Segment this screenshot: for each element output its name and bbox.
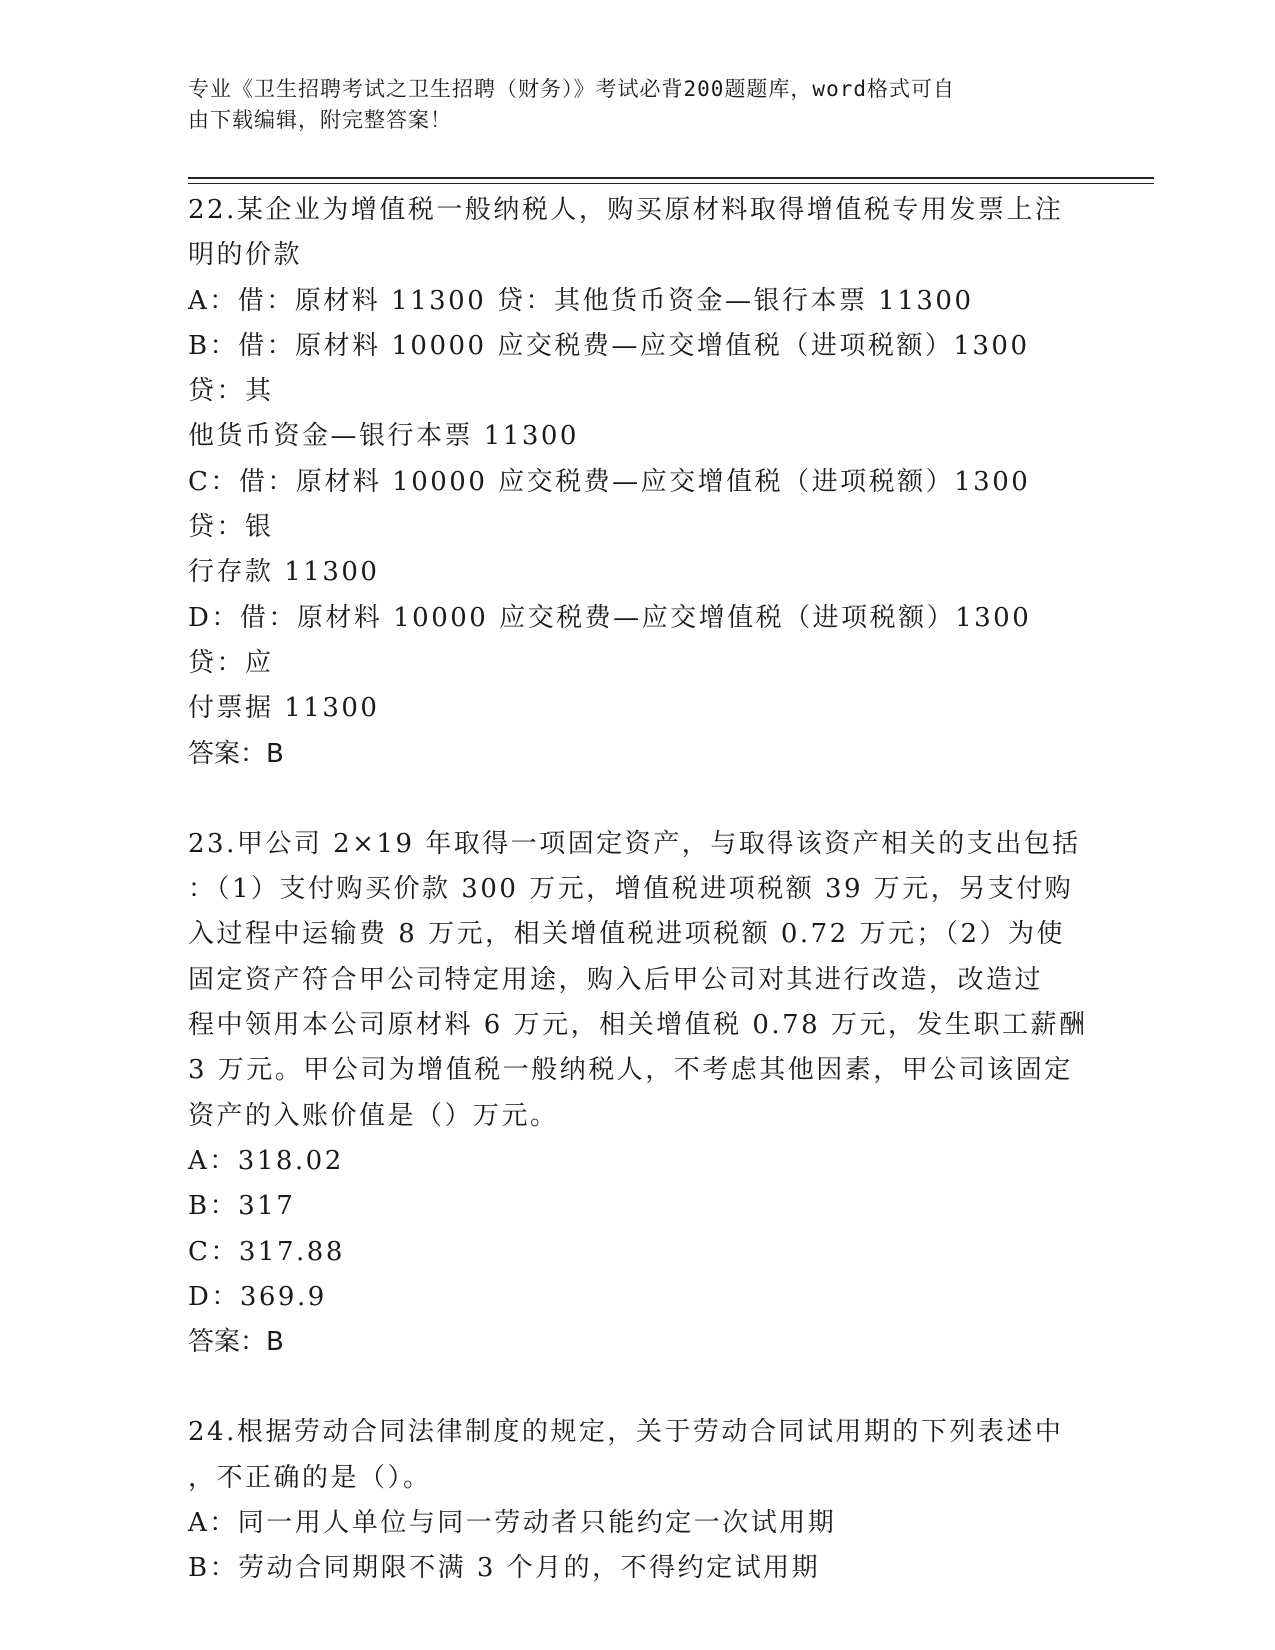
- question-list: [188, 188, 1088, 1592]
- option-line: A：借：原材料 11300 贷：其他货币资金—银行本票 11300: [188, 285, 974, 316]
- option-b: [188, 324, 1088, 460]
- option-line: B：借：原材料 10000 应交税费—应交增值税（进项税额）1300 贷：其: [188, 330, 1041, 407]
- option-c: [188, 460, 1088, 596]
- header-line-2: 由下载编辑，附完整答案！: [188, 108, 452, 132]
- question-spacer: [188, 777, 1088, 822]
- document-header: [188, 74, 1068, 136]
- question-stem-line: 入过程中运输费 8 万元，相关增值税进项税额 0.72 万元；（2）为使: [188, 919, 1066, 950]
- option-d: [188, 596, 1088, 732]
- option-a: [188, 1501, 1088, 1546]
- question-stem-line: ，不正确的是（）。: [188, 1462, 432, 1493]
- option-line: 他货币资金—银行本票 11300: [188, 421, 579, 452]
- question-stem-line: 23.甲公司 2×19 年取得一项固定资产，与取得该资产相关的支出包括: [188, 828, 1081, 859]
- question-1: [188, 188, 1088, 777]
- question-stem-line: 3 万元。甲公司为增值税一般纳税人，不考虑其他因素，甲公司该固定: [188, 1055, 1073, 1086]
- option-line: D：借：原材料 10000 应交税费—应交增值税（进项税额）1300 贷：应: [188, 602, 1043, 678]
- option-b: [188, 1184, 1088, 1229]
- question-stem-line: 程中领用本公司原材料 6 万元，相关增值税 0.78 万元，发生职工薪酬: [188, 1010, 1088, 1041]
- option-a: [188, 279, 1088, 324]
- header-line-1: 专业《卫生招聘考试之卫生招聘（财务）》考试必背200题题库，word格式可自: [188, 77, 955, 101]
- option-line: B：317: [188, 1191, 296, 1222]
- option-line: A：同一用人单位与同一劳动者只能约定一次试用期: [188, 1508, 837, 1539]
- option-line: 行存款 11300: [188, 557, 380, 588]
- question-stem-line: 明的价款: [188, 240, 303, 271]
- question-spacer: [188, 1365, 1088, 1410]
- option-a: [188, 1139, 1088, 1184]
- option-b: [188, 1546, 1088, 1591]
- question-stem-line: 固定资产符合甲公司特定用途，购入后甲公司对其进行改造，改造过: [188, 964, 1044, 995]
- answer-line: 答案：B: [188, 1327, 284, 1358]
- question-stem-line: 资产的入账价值是（）万元。: [188, 1100, 559, 1131]
- answer-line: 答案：B: [188, 738, 284, 769]
- option-line: C：317.88: [188, 1236, 345, 1267]
- option-c: [188, 1230, 1088, 1275]
- header-divider-thin: [188, 183, 1154, 184]
- option-line: D：369.9: [188, 1281, 327, 1312]
- option-line: A：318.02: [188, 1145, 344, 1176]
- question-2: [188, 822, 1088, 1366]
- header-divider-thick: [188, 177, 1154, 179]
- question-stem-line: 22.某企业为增值税一般纳税人，购买原材料取得增值税专用发票上注: [188, 195, 1064, 225]
- question-stem-line: 24.根据劳动合同法律制度的规定，关于劳动合同试用期的下列表述中: [188, 1417, 1064, 1448]
- question-3: [188, 1410, 1088, 1591]
- option-line: 付票据 11300: [188, 693, 380, 724]
- option-line: B：劳动合同期限不满 3 个月的，不得约定试用期: [188, 1553, 821, 1584]
- option-d: [188, 1275, 1088, 1320]
- question-stem-line: ：（1）支付购买价款 300 万元，增值税进项税额 39 万元，另支付购: [188, 874, 1074, 905]
- option-line: C：借：原材料 10000 应交税费—应交增值税（进项税额）1300 贷：银: [188, 466, 1042, 543]
